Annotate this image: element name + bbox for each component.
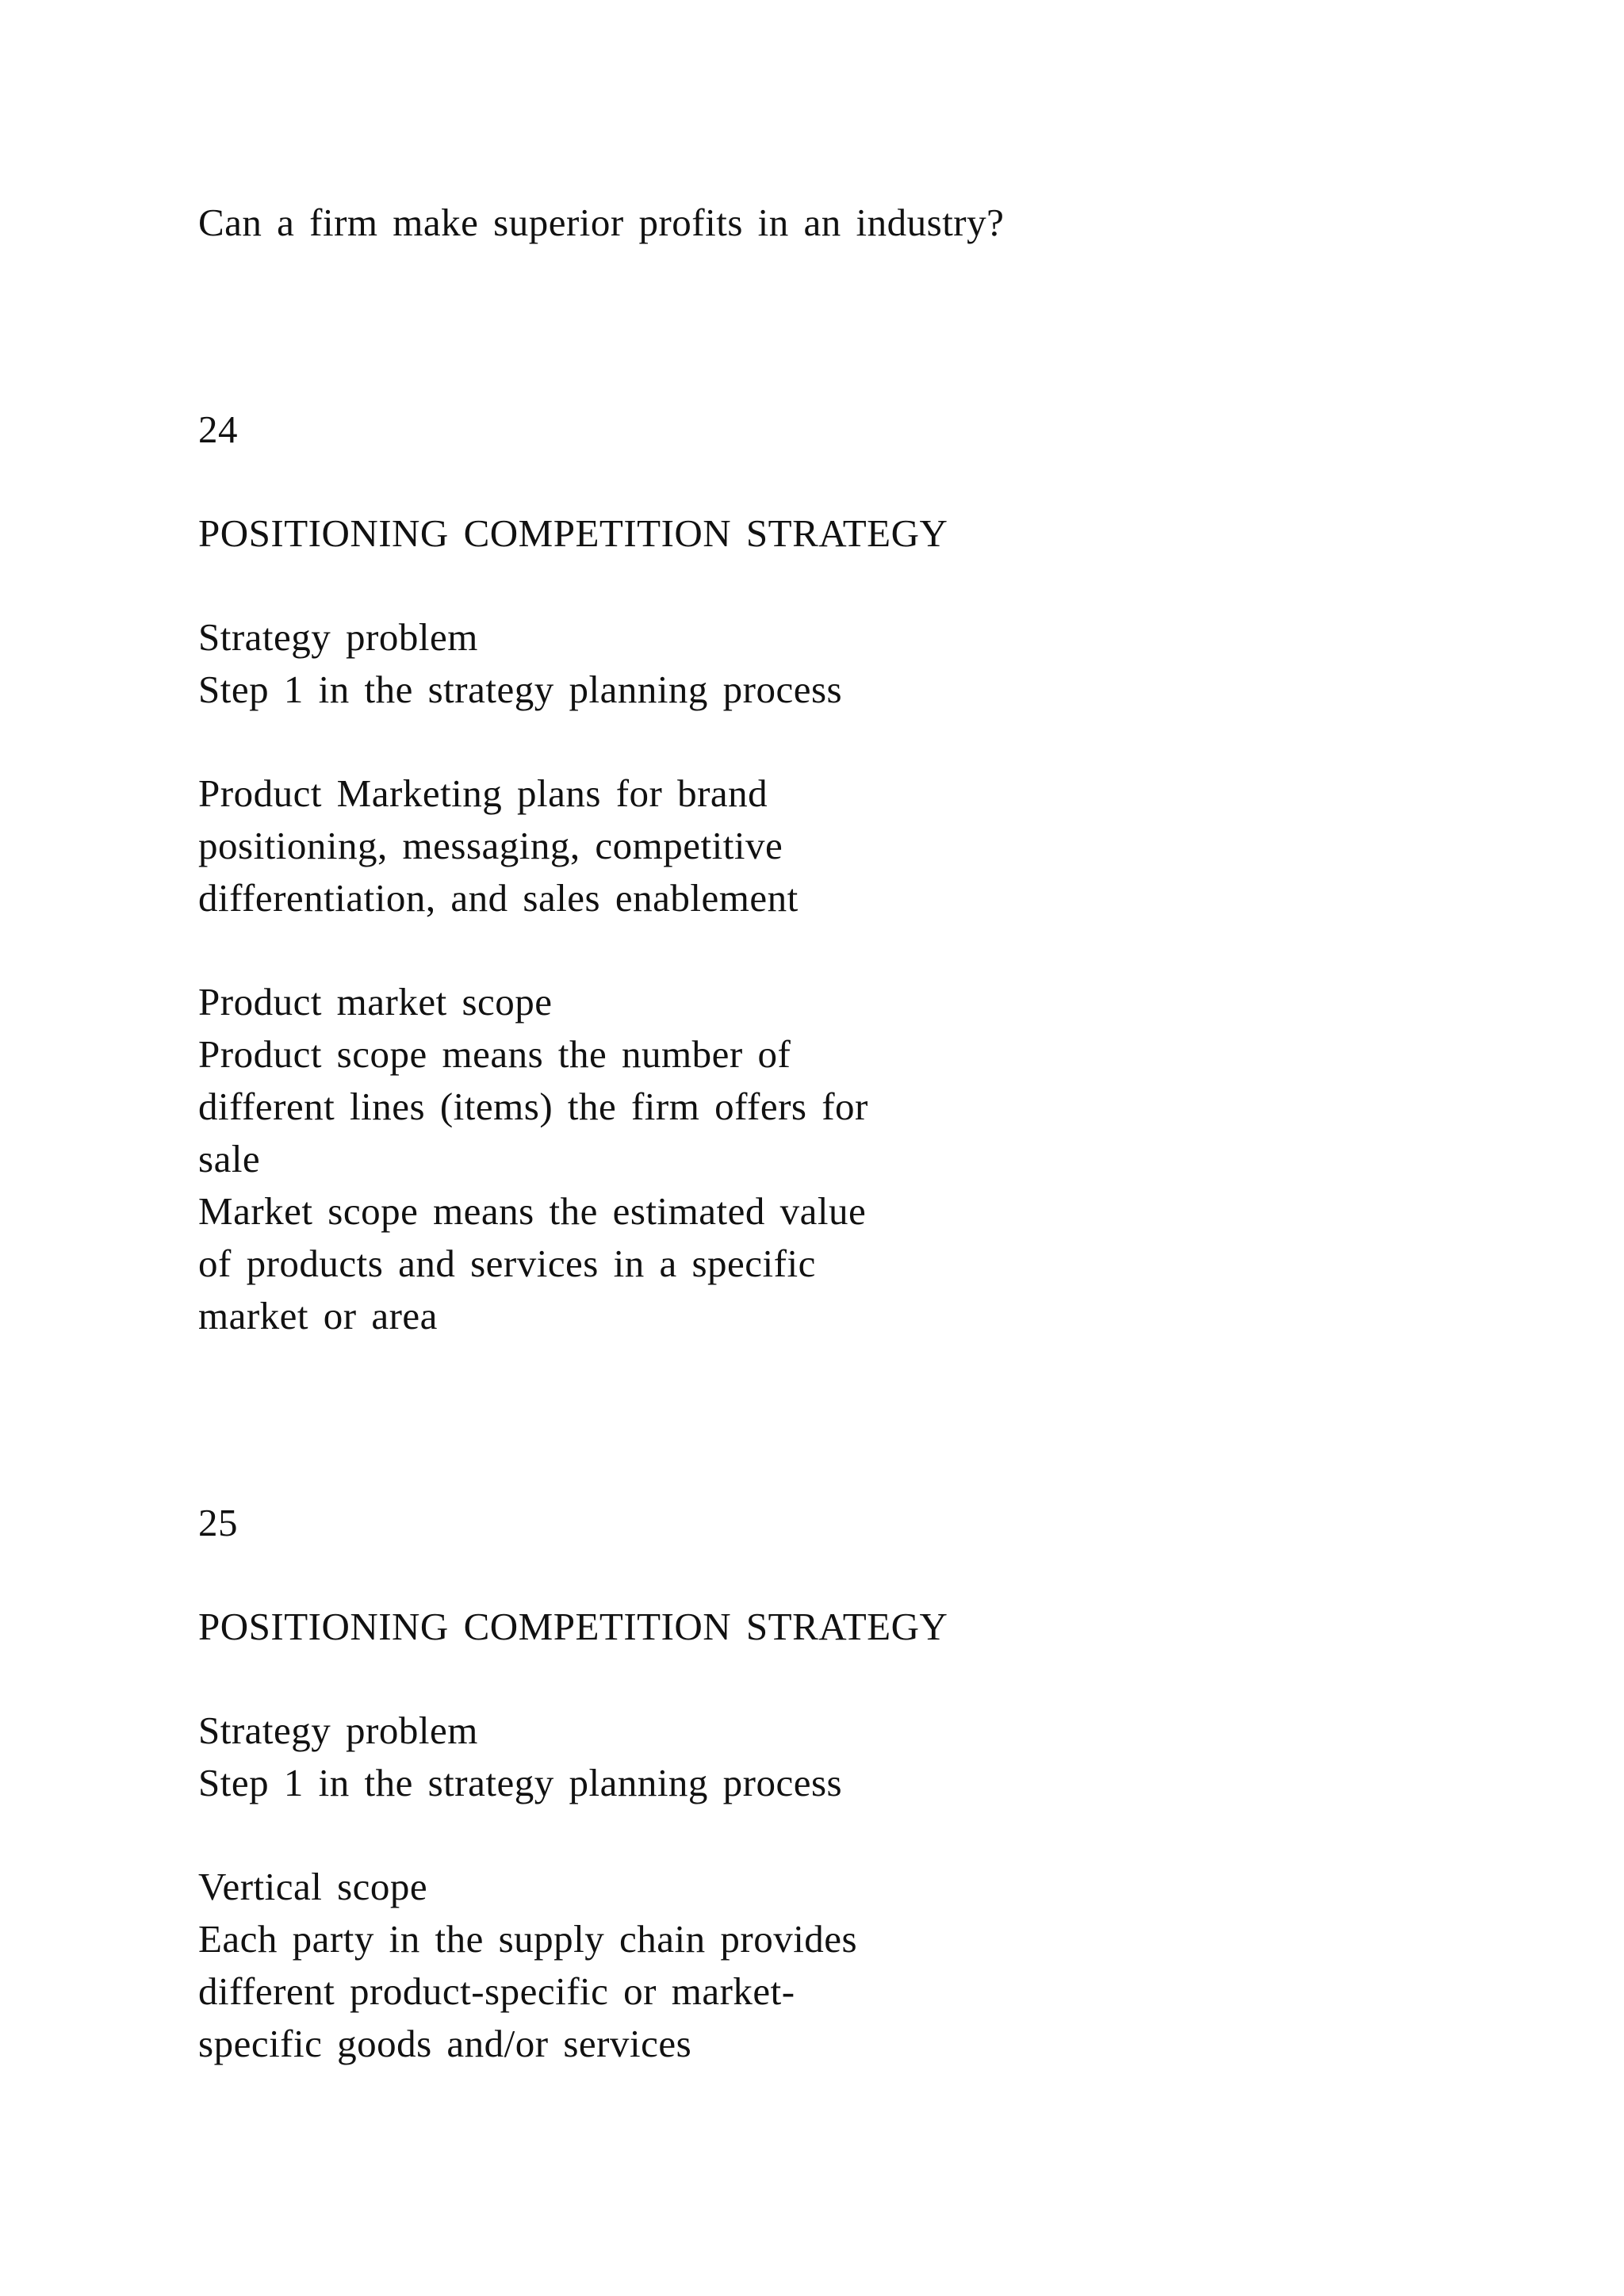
text-line: differentiation, and sales enablement [198, 876, 799, 920]
text-line: Step 1 in the strategy planning process [198, 668, 843, 711]
text-line: sale [198, 1137, 261, 1181]
text-line: Each party in the supply chain provides [198, 1917, 858, 1961]
text-line: specific goods and/or services [198, 2022, 692, 2065]
text-line: Product market scope [198, 980, 553, 1024]
text-line: Vertical scope [198, 1865, 428, 1908]
text-line: of products and services in a specific [198, 1242, 816, 1285]
text-line: Product scope means the number of [198, 1032, 791, 1076]
page-number-24: 24 [198, 408, 238, 451]
text-line: Market scope means the estimated value [198, 1189, 867, 1233]
text-line: different product-specific or market- [198, 1969, 795, 2013]
section-heading: POSITIONING COMPETITION STRATEGY [198, 1605, 948, 1648]
text-line: Strategy problem [198, 615, 478, 659]
text-line: Product Marketing plans for brand [198, 771, 768, 815]
page-number-25: 25 [198, 1501, 238, 1544]
text-line: market or area [198, 1294, 438, 1337]
intro-question: Can a firm make superior profits in an industry? [198, 201, 1005, 244]
text-line: Strategy problem [198, 1709, 478, 1752]
text-line: different lines (items) the firm offers for [198, 1085, 868, 1128]
text-line: positioning, messaging, competitive [198, 824, 783, 867]
text-line: Step 1 in the strategy planning process [198, 1761, 843, 1804]
section-heading: POSITIONING COMPETITION STRATEGY [198, 511, 948, 555]
